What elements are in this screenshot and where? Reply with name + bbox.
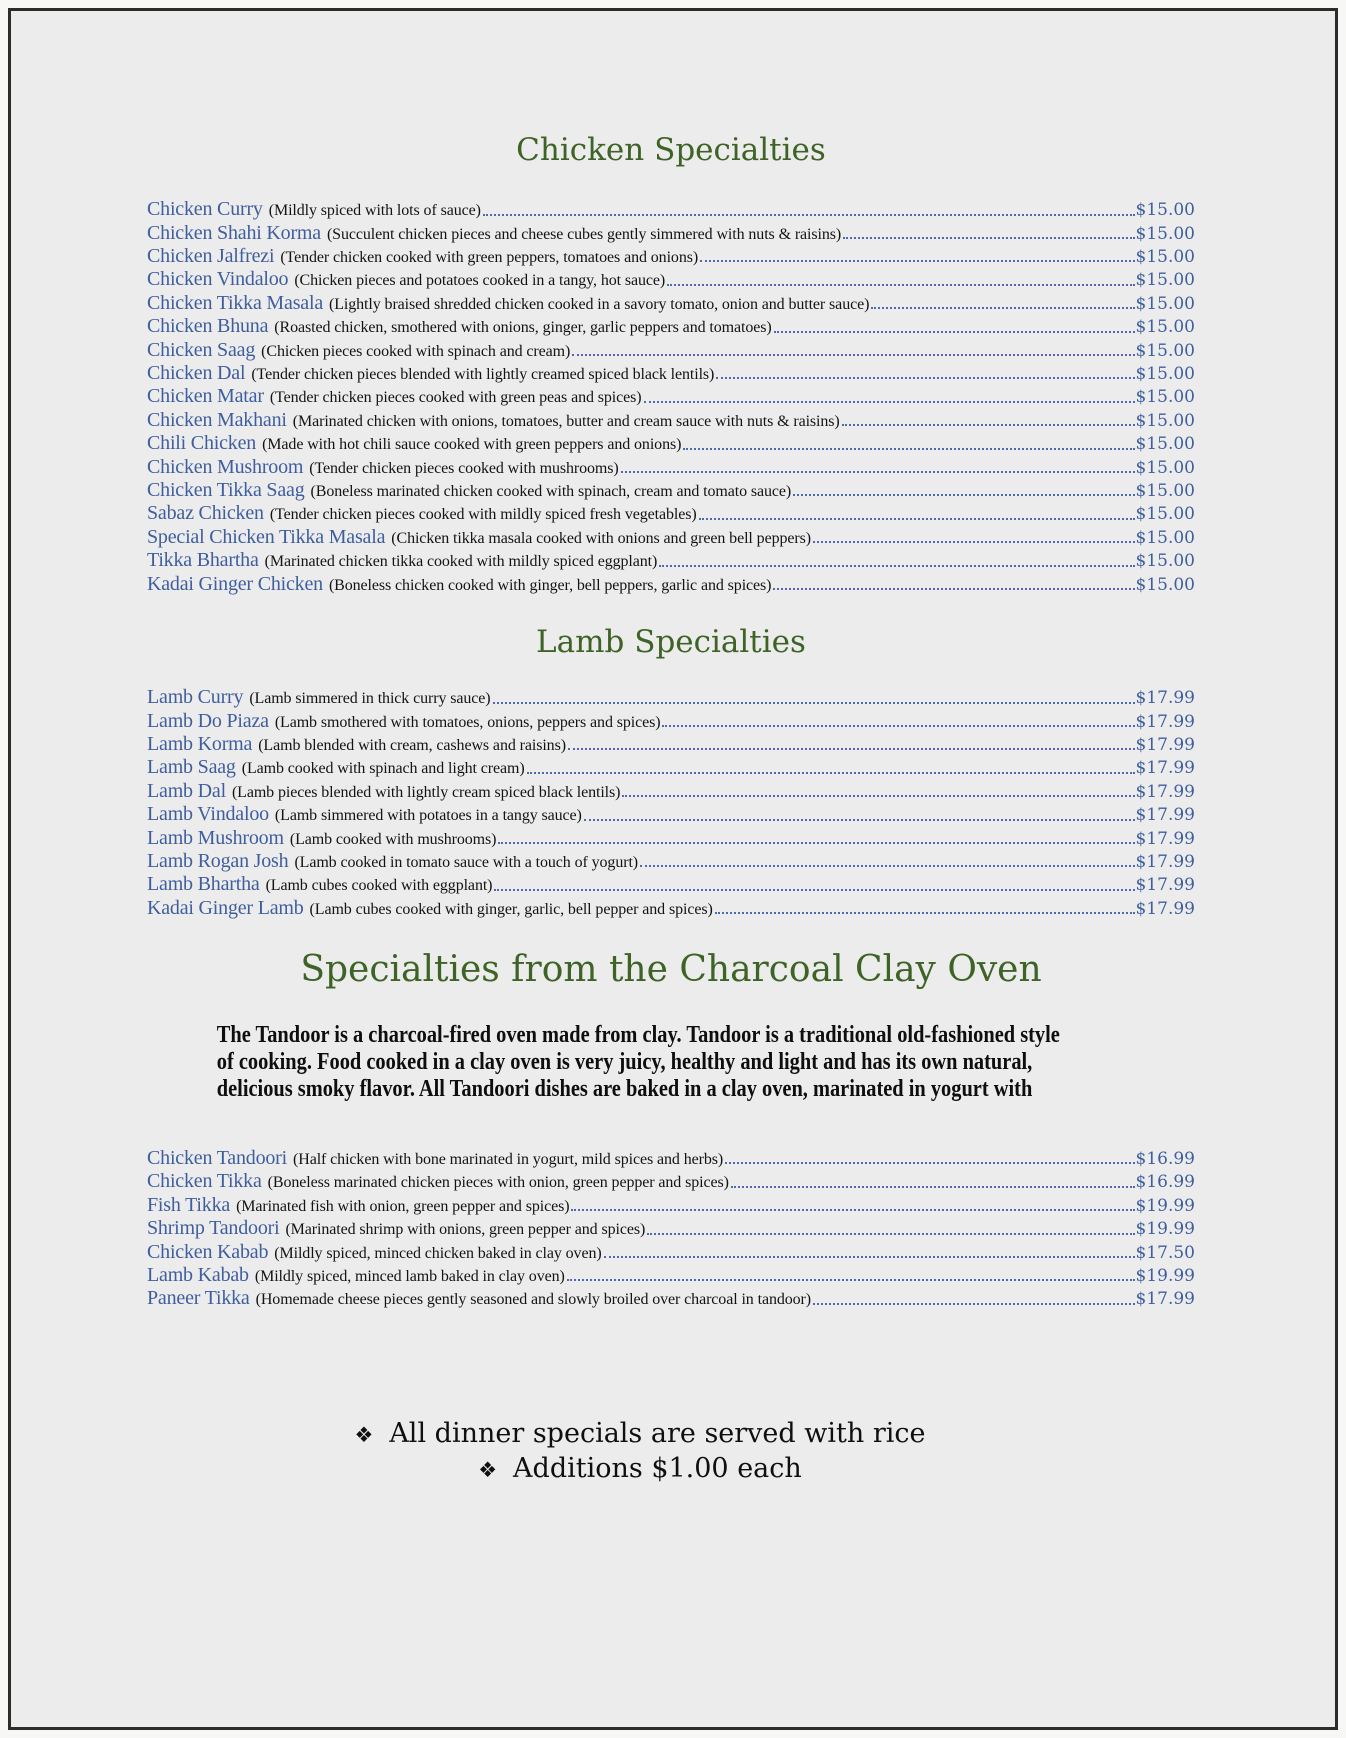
menu-item xyxy=(147,385,1195,408)
menu-item xyxy=(147,803,1195,826)
leader-dots xyxy=(498,842,1134,844)
leader-dots xyxy=(699,518,1135,520)
item-description: (Lamb cubes cooked with ginger, garlic, bell pepper and spices) xyxy=(309,900,713,918)
diamond-bullet-icon: ❖ xyxy=(354,1422,374,1447)
section-items xyxy=(147,198,1195,596)
menu-item xyxy=(147,479,1195,502)
item-price: $17.99 xyxy=(1135,875,1195,896)
item-name: Chicken Tikka xyxy=(147,1170,262,1193)
item-description: (Chicken tikka masala cooked with onions and green bell peppers) xyxy=(391,529,811,547)
item-price: $19.99 xyxy=(1135,1265,1195,1286)
item-name: Chicken Tandoori xyxy=(147,1146,288,1169)
menu-item xyxy=(147,710,1195,733)
leader-dots xyxy=(621,471,1135,473)
item-name: Shrimp Tandoori xyxy=(147,1217,280,1240)
menu-frame xyxy=(8,8,1338,1730)
item-name: Chicken Jalfrezi xyxy=(147,245,275,268)
menu-item xyxy=(147,409,1195,432)
item-description: (Tender chicken pieces cooked with mildly spiced fresh vegetables) xyxy=(269,506,697,524)
item-name: Chicken Saag xyxy=(147,338,256,361)
menu-item xyxy=(147,850,1195,873)
leader-dots xyxy=(843,237,1134,239)
item-name: Lamb Kabab xyxy=(147,1263,249,1286)
item-name: Chicken Dal xyxy=(147,362,246,385)
item-description: (Tender chicken pieces cooked with mushrooms) xyxy=(309,459,619,477)
item-name: Lamb Korma xyxy=(147,733,253,756)
item-description: (Lamb simmered with potatoes in a tangy sauce) xyxy=(274,807,582,825)
item-description: (Lamb cubes cooked with eggplant) xyxy=(265,877,493,895)
intro-line: delicious smoky flavor. All Tandoori dishes are baked in a clay oven, marinated in yogurt with xyxy=(216,1075,1033,1102)
menu-item xyxy=(147,733,1195,756)
item-price: $15.00 xyxy=(1135,293,1195,314)
leader-dots xyxy=(644,401,1135,403)
item-description: (Boneless marinated chicken cooked with spinach, cream and tomato sauce) xyxy=(310,482,792,500)
leader-dots xyxy=(571,1209,1134,1211)
menu-item xyxy=(147,292,1195,315)
item-description: (Marinated fish with onion, green pepper and spices) xyxy=(236,1197,570,1215)
menu-item xyxy=(147,1241,1195,1264)
leader-dots xyxy=(662,725,1134,727)
menu-item xyxy=(147,502,1195,525)
menu-item xyxy=(147,362,1195,385)
item-description: (Tender chicken pieces blended with lightly creamed spiced black lentils) xyxy=(251,366,715,384)
item-name: Special Chicken Tikka Masala xyxy=(147,525,386,548)
menu-item xyxy=(147,1264,1195,1287)
item-name: Chicken Kabab xyxy=(147,1240,269,1263)
item-description: (Lamb cooked with spinach and light cream) xyxy=(241,760,525,778)
leader-dots xyxy=(568,748,1135,750)
item-name: Lamb Do Piaza xyxy=(147,709,269,732)
section-items xyxy=(147,686,1195,920)
item-name: Kadai Ginger Lamb xyxy=(147,896,304,919)
menu-item xyxy=(147,339,1195,362)
item-price: $15.00 xyxy=(1135,527,1195,548)
menu-item xyxy=(147,756,1195,779)
item-description: (Lamb simmered in thick curry sauce) xyxy=(249,690,491,708)
item-name: Chicken Shahi Korma xyxy=(147,221,321,244)
item-description: (Tender chicken cooked with green peppers, tomatoes and onions) xyxy=(280,249,699,267)
item-price: $15.00 xyxy=(1135,504,1195,525)
menu-item xyxy=(147,456,1195,479)
item-description: (Succulent chicken pieces and cheese cubes gently simmered with nuts & raisins) xyxy=(326,225,842,243)
leader-dots xyxy=(572,354,1134,356)
item-price: $15.00 xyxy=(1135,457,1195,478)
diamond-bullet-icon: ❖ xyxy=(478,1457,498,1482)
leader-dots xyxy=(813,541,1135,543)
item-description: (Made with hot chili sauce cooked with green peppers and onions) xyxy=(262,436,682,454)
leader-dots xyxy=(842,424,1135,426)
item-description: (Chicken pieces cooked with spinach and cream) xyxy=(261,342,571,360)
intro-line: of cooking. Food cooked in a clay oven is very juicy, healthy and light and has its own natural, xyxy=(216,1048,1033,1075)
item-price: $15.00 xyxy=(1135,574,1195,595)
item-description: (Boneless chicken cooked with ginger, bell peppers, garlic and spices) xyxy=(328,576,772,594)
item-name: Kadai Ginger Chicken xyxy=(147,572,323,595)
leader-dots xyxy=(813,1303,1135,1305)
section-title: Chicken Specialties xyxy=(516,132,826,168)
menu-item xyxy=(147,432,1195,455)
menu-item xyxy=(147,686,1195,709)
menu-item xyxy=(147,1170,1195,1193)
footer-note xyxy=(147,1417,1133,1452)
item-price: $16.99 xyxy=(1135,1172,1195,1193)
item-description: (Roasted chicken, smothered with onions, ginger, garlic peppers and tomatoes) xyxy=(274,319,772,337)
item-description: (Mildly spiced, minced chicken baked in clay oven) xyxy=(274,1244,602,1262)
menu-item xyxy=(147,827,1195,850)
item-description: (Mildly spiced, minced lamb baked in clay oven) xyxy=(254,1267,565,1285)
item-price: $17.50 xyxy=(1135,1242,1195,1263)
item-description: (Lamb cooked in tomato sauce with a touch of yogurt) xyxy=(294,853,639,871)
menu-item xyxy=(147,549,1195,572)
item-name: Lamb Mushroom xyxy=(147,826,284,849)
footer-notes xyxy=(147,1417,1195,1487)
item-price: $15.00 xyxy=(1135,387,1195,408)
item-price: $15.00 xyxy=(1135,317,1195,338)
leader-dots xyxy=(494,889,1134,891)
item-name: Chicken Matar xyxy=(147,385,264,408)
item-price: $17.99 xyxy=(1135,711,1195,732)
item-price: $17.99 xyxy=(1135,805,1195,826)
section-intro xyxy=(216,1021,1060,1103)
leader-dots xyxy=(622,795,1134,797)
leader-dots xyxy=(700,260,1134,262)
section-lamb-specialties xyxy=(147,622,1195,920)
item-name: Tikka Bhartha xyxy=(147,549,259,572)
section-charcoal-clay-oven xyxy=(147,947,1195,1311)
section-chicken-specialties xyxy=(147,130,1195,596)
item-description: (Lamb blended with cream, cashews and raisins) xyxy=(258,737,566,755)
item-price: $15.00 xyxy=(1135,551,1195,572)
item-price: $16.99 xyxy=(1135,1148,1195,1169)
item-price: $17.99 xyxy=(1135,758,1195,779)
menu-item xyxy=(147,1217,1195,1240)
item-name: Chicken Tikka Masala xyxy=(147,291,323,314)
leader-dots xyxy=(647,1233,1134,1235)
menu-item xyxy=(147,526,1195,549)
item-name: Chicken Mushroom xyxy=(147,455,304,478)
menu-item xyxy=(147,1147,1195,1170)
menu-item xyxy=(147,245,1195,268)
item-name: Paneer Tikka xyxy=(147,1287,250,1310)
item-name: Lamb Bhartha xyxy=(147,873,260,896)
item-name: Chicken Makhani xyxy=(147,408,287,431)
leader-dots xyxy=(683,448,1134,450)
menu-item xyxy=(147,315,1195,338)
item-name: Sabaz Chicken xyxy=(147,502,264,525)
item-description: (Lamb cooked with mushrooms) xyxy=(289,830,497,848)
leader-dots xyxy=(774,331,1135,333)
menu-sections xyxy=(147,130,1195,1311)
item-price: $17.99 xyxy=(1135,898,1195,919)
section-title: Lamb Specialties xyxy=(536,623,806,660)
item-price: $17.99 xyxy=(1135,735,1195,756)
item-name: Lamb Vindaloo xyxy=(147,803,269,826)
intro-line: The Tandoor is a charcoal-fired oven made from clay. Tandoor is a traditional old-fashioned style xyxy=(216,1021,1060,1048)
item-name: Chicken Bhuna xyxy=(147,315,269,338)
section-title: Specialties from the Charcoal Clay Oven xyxy=(300,949,1042,991)
section-items xyxy=(147,1147,1195,1311)
item-description: (Lamb smothered with tomatoes, onions, peppers and spices) xyxy=(274,713,661,731)
leader-dots xyxy=(493,702,1135,704)
menu-item xyxy=(147,873,1195,896)
item-description: (Marinated shrimp with onions, green pepper and spices) xyxy=(285,1221,646,1239)
leader-dots xyxy=(527,772,1135,774)
leader-dots xyxy=(871,307,1134,309)
item-name: Fish Tikka xyxy=(147,1193,231,1216)
leader-dots xyxy=(716,377,1134,379)
footer-note-text: All dinner specials are served with rice xyxy=(389,1417,926,1449)
leader-dots xyxy=(793,494,1134,496)
item-name: Lamb Curry xyxy=(147,686,244,709)
leader-dots xyxy=(483,214,1135,216)
item-description: (Mildly spiced with lots of sauce) xyxy=(268,202,481,220)
item-name: Lamb Saag xyxy=(147,756,236,779)
item-price: $17.99 xyxy=(1135,828,1195,849)
menu-item xyxy=(147,222,1195,245)
item-name: Chicken Vindaloo xyxy=(147,268,289,291)
item-description: (Marinated chicken tikka cooked with mildly spiced eggplant) xyxy=(264,553,658,571)
leader-dots xyxy=(715,912,1135,914)
menu-item xyxy=(147,268,1195,291)
item-description: (Boneless marinated chicken pieces with onion, green pepper and spices) xyxy=(267,1174,729,1192)
leader-dots xyxy=(584,819,1135,821)
item-name: Chicken Curry xyxy=(147,198,263,221)
leader-dots xyxy=(773,588,1134,590)
menu-item xyxy=(147,1194,1195,1217)
item-price: $17.99 xyxy=(1135,1289,1195,1310)
leader-dots xyxy=(640,865,1134,867)
item-description: (Chicken pieces and potatoes cooked in a tangy, hot sauce) xyxy=(294,272,666,290)
item-price: $19.99 xyxy=(1135,1195,1195,1216)
item-name: Chicken Tikka Saag xyxy=(147,478,305,501)
leader-dots xyxy=(604,1256,1135,1258)
menu-item xyxy=(147,573,1195,596)
item-price: $15.00 xyxy=(1135,480,1195,501)
item-price: $17.99 xyxy=(1135,851,1195,872)
item-description: (Lamb pieces blended with lightly cream spiced black lentils) xyxy=(231,783,621,801)
footer-note-text: Additions $1.00 each xyxy=(513,1452,802,1484)
item-description: (Marinated chicken with onions, tomatoes, butter and cream sauce with nuts & raisins) xyxy=(292,412,840,430)
menu-item xyxy=(147,198,1195,221)
item-price: $15.00 xyxy=(1135,247,1195,268)
item-description: (Lightly braised shredded chicken cooked in a savory tomato, onion and butter sauce) xyxy=(329,295,870,313)
leader-dots xyxy=(667,284,1134,286)
leader-dots xyxy=(567,1279,1135,1281)
item-price: $17.99 xyxy=(1135,688,1195,709)
item-name: Chili Chicken xyxy=(147,432,257,455)
menu-item xyxy=(147,897,1195,920)
item-description: (Half chicken with bone marinated in yogurt, mild spices and herbs) xyxy=(293,1150,724,1168)
menu-item xyxy=(147,1287,1195,1310)
leader-dots xyxy=(659,565,1134,567)
item-price: $15.00 xyxy=(1135,434,1195,455)
item-price: $15.00 xyxy=(1135,200,1195,221)
item-name: Lamb Rogan Josh xyxy=(147,849,289,872)
item-name: Lamb Dal xyxy=(147,779,226,802)
leader-dots xyxy=(731,1186,1135,1188)
item-price: $15.00 xyxy=(1135,364,1195,385)
leader-dots xyxy=(725,1162,1134,1164)
item-description: (Tender chicken pieces cooked with green peas and spices) xyxy=(269,389,642,407)
item-description: (Homemade cheese pieces gently seasoned and slowly broiled over charcoal in tandoor) xyxy=(255,1291,811,1309)
menu-item xyxy=(147,780,1195,803)
item-price: $15.00 xyxy=(1135,270,1195,291)
item-price: $15.00 xyxy=(1135,410,1195,431)
footer-note xyxy=(147,1452,1133,1487)
item-price: $15.00 xyxy=(1135,223,1195,244)
item-price: $15.00 xyxy=(1135,340,1195,361)
item-price: $17.99 xyxy=(1135,781,1195,802)
item-price: $19.99 xyxy=(1135,1219,1195,1240)
